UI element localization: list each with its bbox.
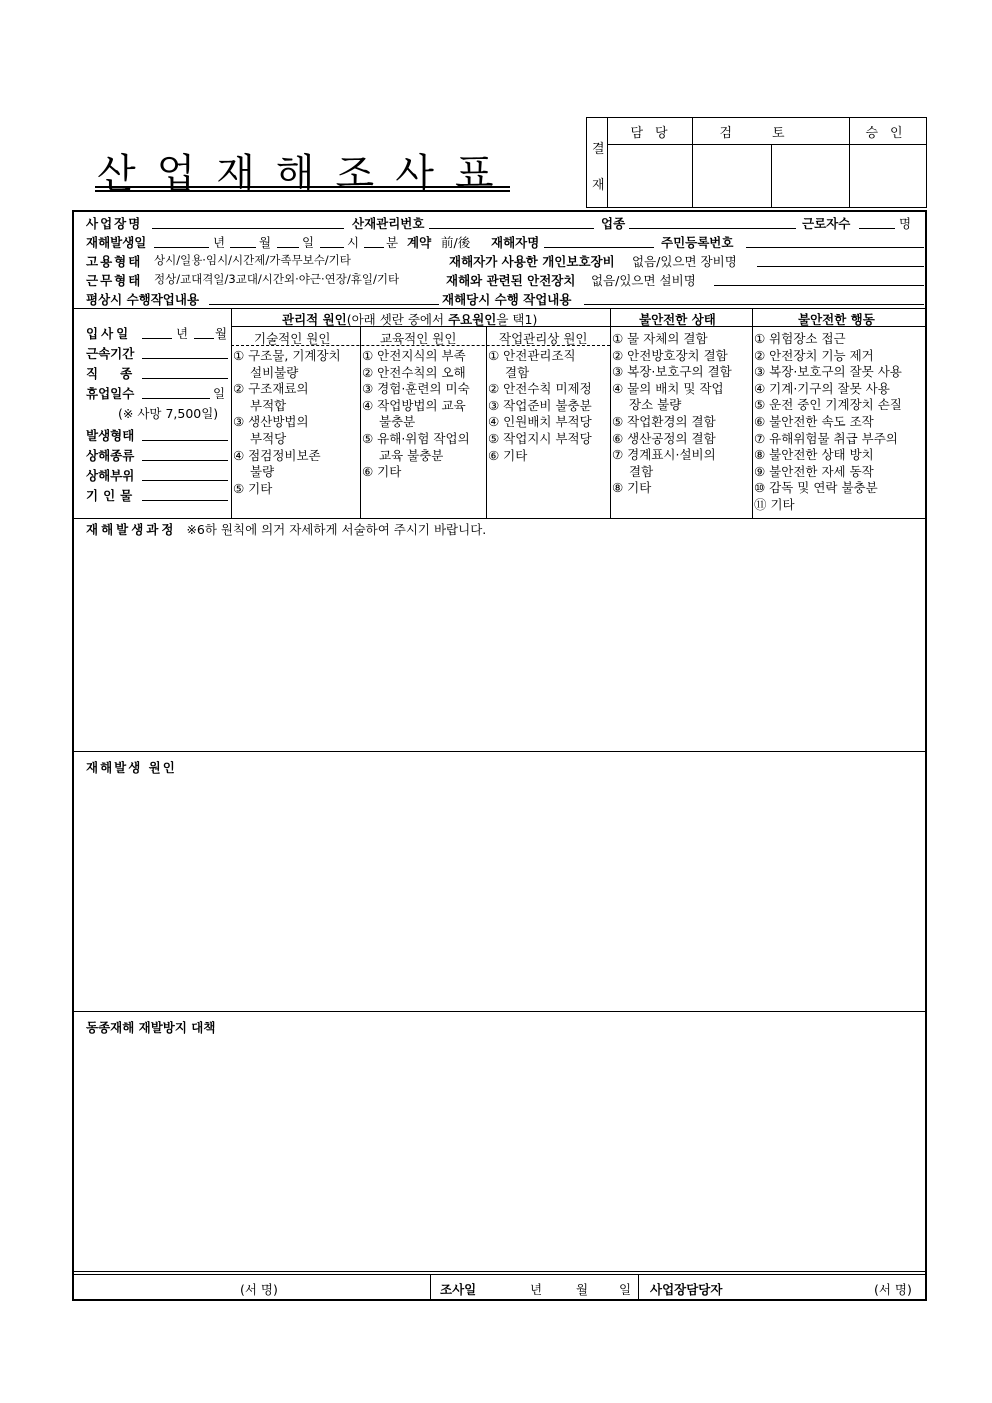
ppe-label: 재해자가 사용한 개인보호장비: [449, 254, 615, 269]
death-note: (※ 사망 7,500일): [118, 406, 219, 421]
footer-divider-2: [74, 1274, 925, 1275]
unsafe-act-list: [754, 331, 902, 514]
cause-textarea[interactable]: [76, 778, 923, 1008]
job-label: 직종: [86, 366, 155, 381]
management-no-label: 산재관리번호: [352, 216, 425, 231]
usual-work-field[interactable]: [209, 304, 439, 305]
injury-type-field[interactable]: [142, 460, 228, 461]
list-item: ⑤ 운전 중인 기계장치 손질: [754, 397, 902, 413]
usual-work-label: 평상시 수행작업내용: [86, 292, 200, 307]
unsafe-act-title: 불안전한 행동: [798, 312, 875, 327]
footer-col-divider-2: [638, 1274, 639, 1301]
list-item: ③ 작업준비 불충분: [488, 397, 592, 413]
victim-name-field[interactable]: [544, 247, 654, 248]
title-underline-2: [95, 190, 510, 192]
accident-day-field[interactable]: [277, 247, 299, 248]
list-item: 결함: [505, 364, 530, 380]
list-item: ② 안전수칙 미제정: [488, 381, 592, 397]
header-divider: [74, 308, 925, 309]
tech-cause-title: 기술적인 원인: [254, 331, 331, 346]
list-item: ② 안전방호장치 결함: [612, 347, 728, 363]
accident-year-field[interactable]: [154, 247, 209, 248]
cause-section-label: 재해발생 원인: [86, 760, 177, 775]
list-item: ① 위험장소 접근: [754, 331, 846, 346]
work-cause-list: [488, 348, 592, 464]
tenure-label: 근속기간: [86, 346, 135, 361]
day-text: 일: [302, 235, 315, 250]
safety-device-options: 없음/있으면 설비명: [591, 273, 696, 288]
hire-month-field[interactable]: [194, 338, 214, 339]
employment-label: 고용형태: [86, 254, 143, 269]
list-item: ③ 경험·훈련의 미숙: [362, 381, 470, 397]
causes-divider-2: [752, 308, 753, 518]
signature-2[interactable]: (서 명): [874, 1282, 912, 1297]
worker-count-label: 근로자수: [802, 216, 851, 231]
list-item: 설비불량: [250, 364, 299, 380]
hire-month-text: 월: [215, 326, 228, 341]
list-item: ③ 복장·보호구의 결함: [612, 364, 732, 380]
approval-label-2: 재: [592, 178, 605, 193]
list-item: ① 물 자체의 결함: [612, 331, 708, 346]
injury-part-field[interactable]: [142, 480, 228, 481]
list-item: ⑥ 기타: [488, 447, 528, 463]
tenure-field[interactable]: [142, 358, 228, 359]
safety-device-field[interactable]: [714, 285, 924, 286]
injury-type-label: 상해종류: [86, 448, 135, 463]
ppe-options: 없음/있으면 장비명: [632, 254, 737, 269]
process-textarea[interactable]: [76, 538, 923, 748]
management-no-field[interactable]: [429, 228, 594, 229]
accident-hour-field[interactable]: [320, 247, 344, 248]
mgmt-divider-1: [360, 326, 361, 518]
survey-month-text: 월: [576, 1282, 589, 1297]
accident-date-label: 재해발생일: [86, 235, 147, 250]
month-text: 월: [259, 235, 272, 250]
work-cause-title: 작업관리상 원인: [499, 331, 588, 346]
unsafe-state-list: [612, 331, 732, 497]
agent-field[interactable]: [142, 500, 228, 501]
safety-device-label: 재해와 관련된 안전장치: [446, 273, 576, 288]
list-item: 교육 불충분: [379, 447, 444, 463]
survey-year-text: 년: [530, 1282, 543, 1297]
list-item: 부적당: [250, 430, 287, 446]
list-item: 불량: [250, 464, 275, 480]
work-type-label: 근무형태: [86, 273, 143, 288]
employment-options: 상시/일용·임시/시간제/가족무보수/기타: [154, 253, 351, 267]
list-item: ② 구조재료의: [233, 381, 309, 397]
injury-part-label: 상해부위: [86, 468, 135, 483]
contract-options: 前/後: [441, 235, 471, 250]
accident-work-field[interactable]: [584, 304, 924, 305]
list-item: 부적합: [250, 397, 287, 413]
process-divider: [74, 518, 925, 519]
workplace-label: 사업장명: [86, 216, 143, 231]
list-item: 불충분: [379, 414, 416, 430]
list-item: ① 안전지식의 부족: [362, 348, 466, 363]
list-item: ⑨ 불안전한 자세 동작: [754, 463, 874, 479]
industry-field[interactable]: [629, 228, 796, 229]
list-item: ⑪ 기타: [754, 496, 795, 512]
hire-year-text: 년: [176, 326, 189, 341]
year-text: 년: [213, 235, 226, 250]
survey-day-text: 일: [619, 1282, 632, 1297]
worker-unit: 명: [899, 216, 912, 231]
lost-days-field[interactable]: [142, 398, 210, 399]
work-type-options: 정상/교대격일/3교대/시간외·야근·연장/휴일/기타: [154, 272, 400, 286]
list-item: 장소 불량: [629, 397, 682, 413]
survey-date-label: 조사일: [440, 1282, 477, 1297]
list-item: ⑤ 기타: [233, 480, 273, 496]
accident-work-label: 재해당시 수행 작업내용: [442, 292, 572, 307]
minute-text: 분: [386, 235, 399, 250]
hire-date-label: 입사일: [86, 326, 132, 341]
list-item: ⑧ 기타: [612, 480, 652, 496]
title-underline: [95, 186, 510, 188]
tech-cause-list: [233, 348, 341, 497]
list-item: ⑥ 생산공정의 결함: [612, 430, 716, 446]
list-item: ⑤ 유해·위험 작업의: [362, 430, 470, 446]
list-item: 결함: [629, 463, 654, 479]
accident-type-field[interactable]: [142, 440, 228, 441]
accident-minute-field[interactable]: [364, 247, 384, 248]
list-item: ⑩ 감독 및 연락 불충분: [754, 480, 878, 496]
contract-label: 계약: [407, 235, 432, 250]
list-item: ① 안전관리조직: [488, 348, 576, 363]
footer-col-divider-1: [430, 1274, 431, 1301]
process-section-label: 재해발생과정 ※6하 원칙에 의거 자세하게 서술하여 주시기 바랍니다.: [86, 522, 487, 537]
approval-col-review: 검토: [719, 126, 825, 141]
prevention-textarea[interactable]: [76, 1038, 923, 1268]
list-item: ① 구조물, 기계장치: [233, 348, 341, 363]
hire-year-field[interactable]: [142, 338, 172, 339]
prevention-section-label: 동종재해 재발방지 대책: [86, 1020, 216, 1035]
approval-box: [586, 117, 927, 208]
list-item: ③ 생산방법의: [233, 414, 309, 430]
left-info-divider: [231, 308, 232, 518]
list-item: ④ 인원배치 부적당: [488, 414, 592, 430]
list-item: ⑧ 불안전한 상태 방치: [754, 447, 874, 463]
list-item: ⑦ 유해위험물 취급 부주의: [754, 430, 898, 446]
mgmt-divider-2: [486, 326, 487, 518]
worker-count-field[interactable]: [859, 228, 895, 229]
causes-divider-1: [610, 308, 611, 518]
list-item: ④ 기계·기구의 잘못 사용: [754, 380, 890, 396]
list-item: ④ 물의 배치 및 작업: [612, 380, 724, 396]
edu-cause-list: [362, 348, 470, 481]
list-item: ② 안전수칙의 오해: [362, 364, 466, 380]
approval-col-approve: 승인: [865, 126, 915, 141]
approval-label-1: 결: [592, 142, 605, 157]
lost-days-label: 휴업일수: [86, 386, 135, 401]
list-item: ⑥ 불안전한 속도 조작: [754, 413, 874, 429]
industry-label: 업종: [601, 216, 626, 231]
victim-name-label: 재해자명: [491, 235, 540, 250]
footer-divider: [74, 1271, 925, 1272]
manager-label: 사업장담당자: [650, 1282, 723, 1297]
resident-no-field[interactable]: [746, 247, 924, 248]
list-item: ⑤ 작업환경의 결함: [612, 413, 716, 429]
edu-cause-title: 교육적인 원인: [380, 331, 457, 346]
list-item: ④ 점검정비보존: [233, 447, 321, 463]
accident-month-field[interactable]: [230, 247, 256, 248]
list-item: ⑦ 경계표시·설비의: [612, 447, 716, 463]
prevention-divider: [74, 1011, 925, 1012]
list-item: ③ 복장·보호구의 잘못 사용: [754, 364, 902, 380]
list-item: ⑤ 작업지시 부적당: [488, 430, 592, 446]
list-item: ② 안전장치 기능 제거: [754, 347, 874, 363]
agent-label: 기인물: [86, 488, 138, 503]
job-field[interactable]: [142, 378, 228, 379]
main-form: [72, 210, 927, 1301]
approval-col-staff: 담당: [630, 126, 680, 141]
list-item: ⑥ 기타: [362, 464, 402, 480]
unsafe-state-title: 불안전한 상태: [639, 312, 716, 327]
ppe-field[interactable]: [757, 266, 924, 267]
mgmt-cause-title: 관리적 원인(아래 셋란 중에서 주요원인을 택1): [282, 312, 538, 327]
accident-type-label: 발생형태: [86, 428, 135, 443]
resident-no-label: 주민등록번호: [661, 235, 734, 250]
list-item: ④ 작업방법의 교육: [362, 397, 466, 413]
form-title: 산업재해조사표: [97, 151, 515, 197]
cause-divider: [74, 751, 925, 752]
workplace-field[interactable]: [152, 228, 344, 229]
hour-text: 시: [347, 235, 360, 250]
lost-days-unit: 일: [213, 386, 226, 401]
signature-1[interactable]: (서 명): [240, 1282, 278, 1297]
